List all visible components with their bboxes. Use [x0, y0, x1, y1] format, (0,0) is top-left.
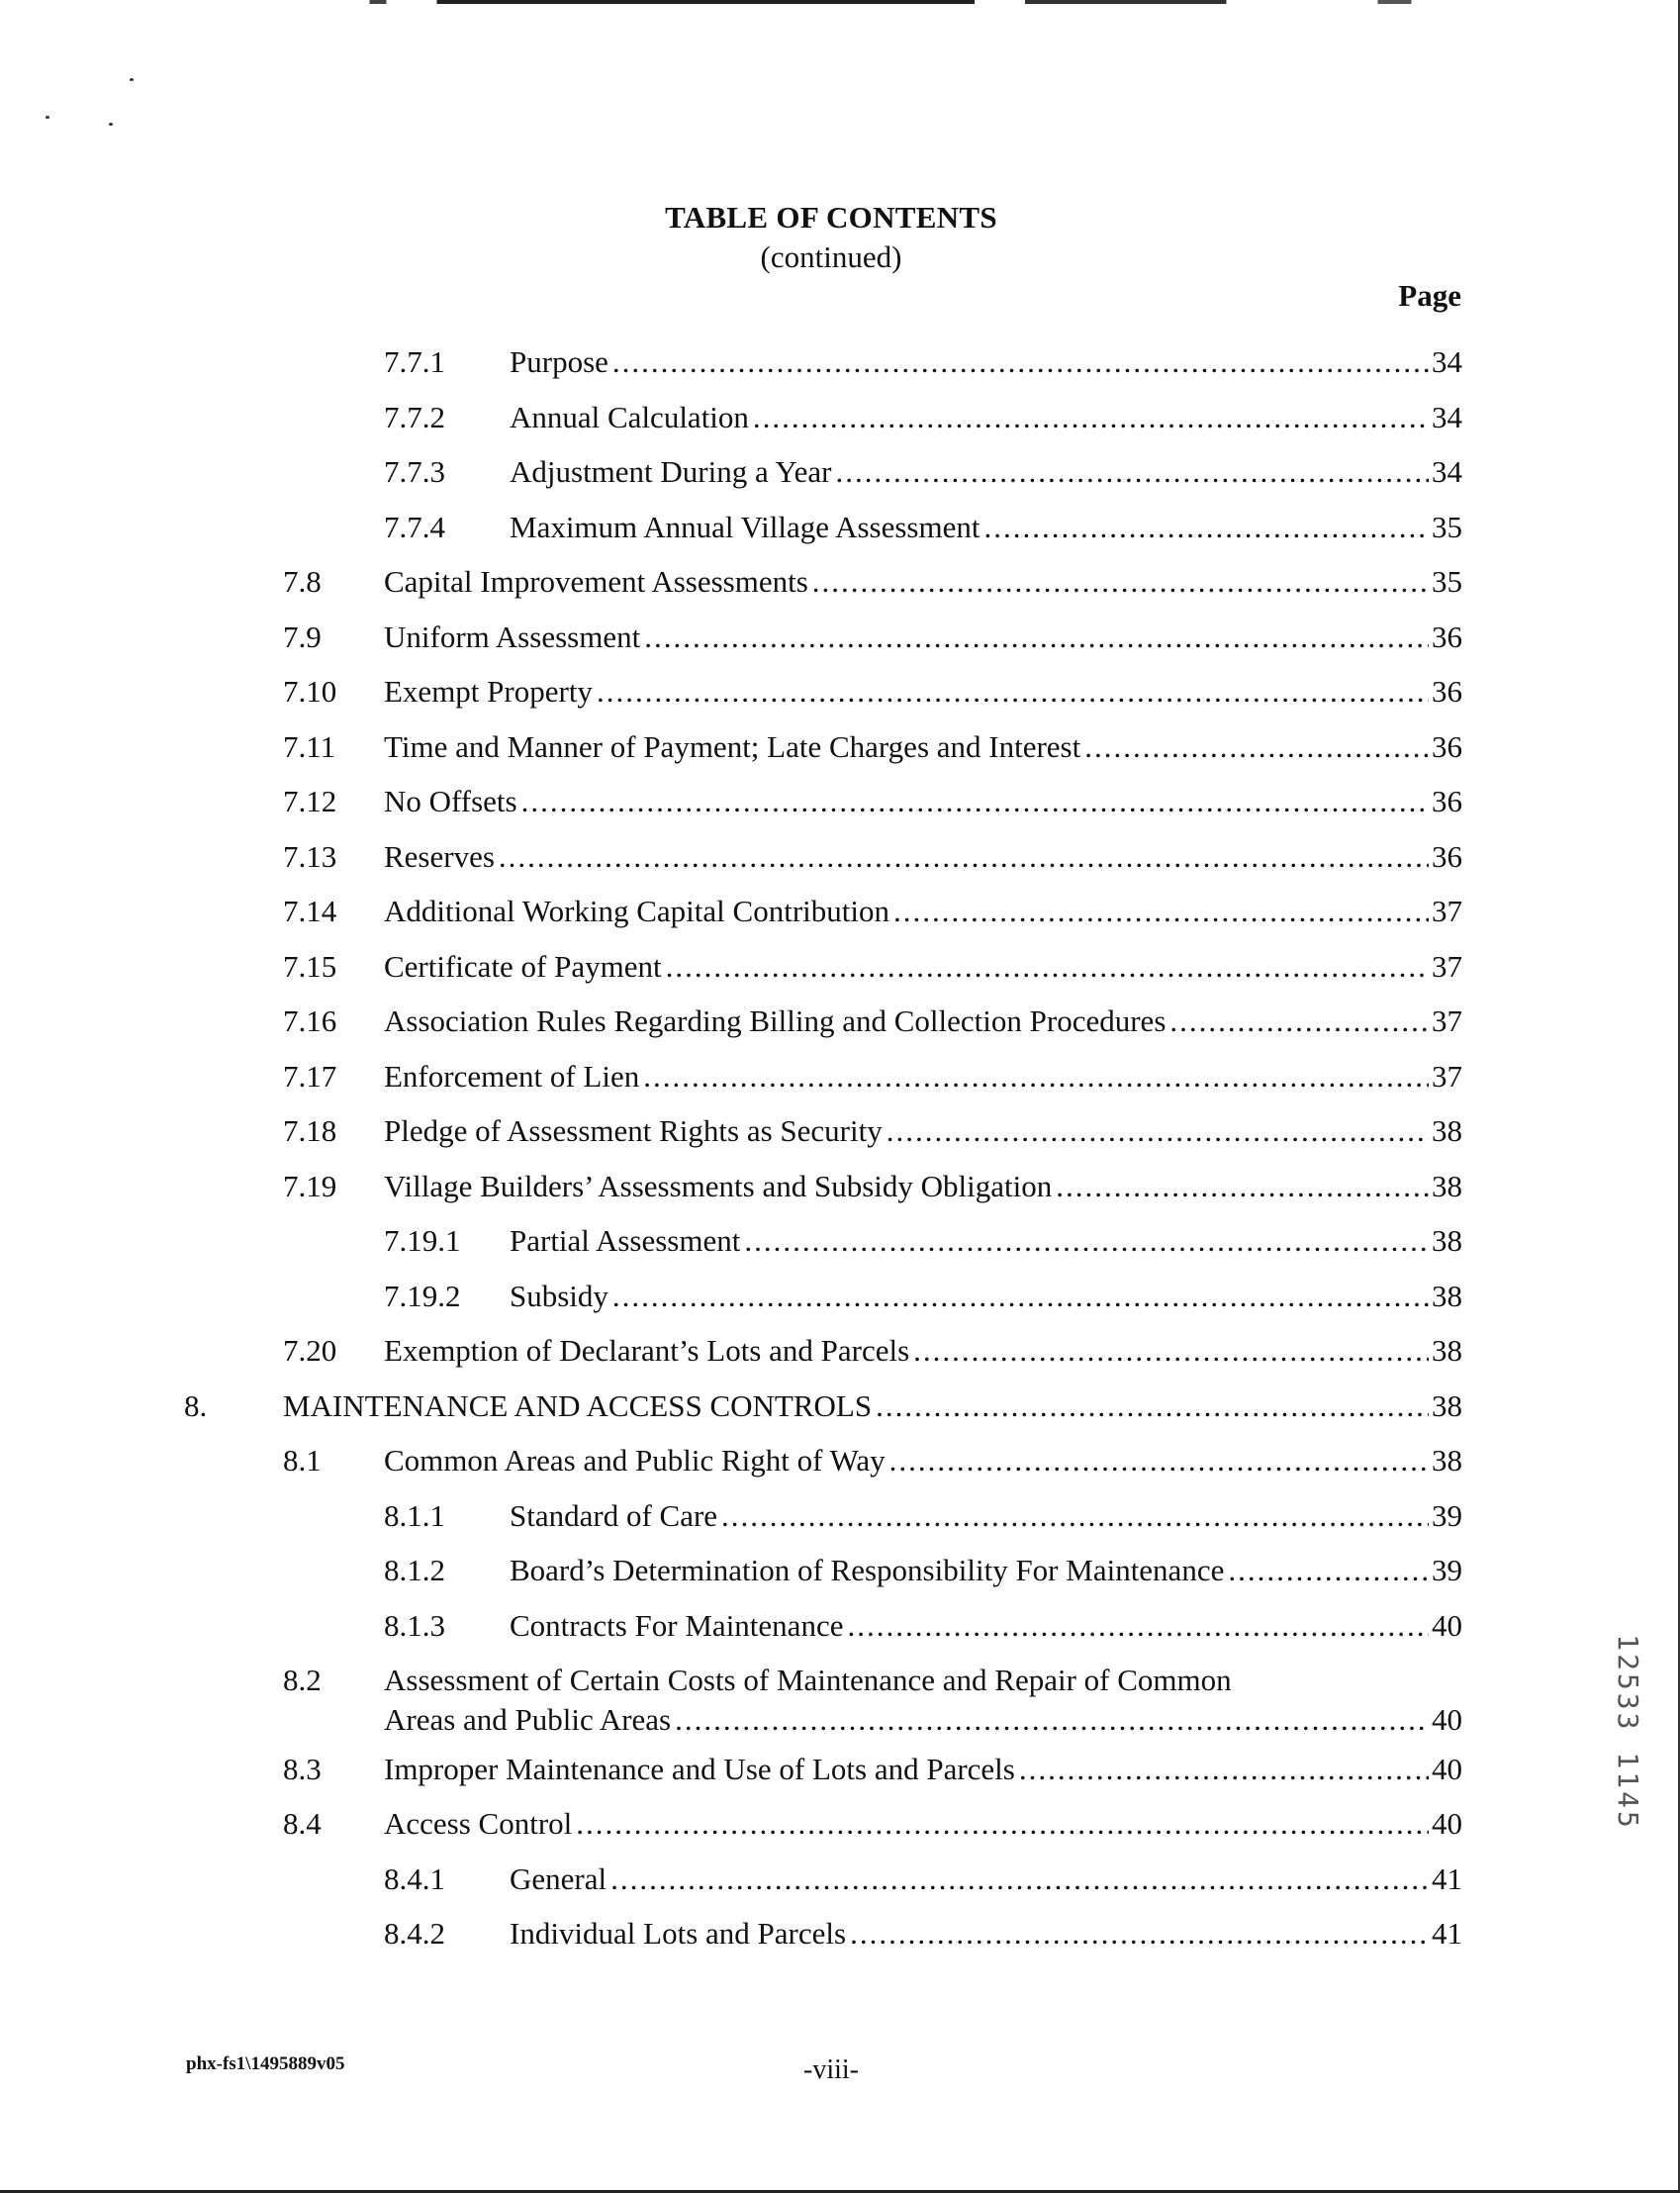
toc-entry-page: 35 [1432, 510, 1462, 544]
toc-entry-title: Standard of Care [510, 1498, 718, 1533]
toc-entry-page: 38 [1432, 1279, 1462, 1313]
toc-entry-number: 7.8 [283, 564, 322, 599]
toc-entry-7-19-1[interactable] [0, 1221, 1680, 1261]
dot-leader [597, 672, 1429, 712]
toc-entry-number: 8.1.1 [384, 1498, 445, 1533]
dot-leader [1169, 1001, 1429, 1041]
toc-entry-title: Contracts For Maintenance [510, 1608, 844, 1643]
document-id: phx-fs1\1495889v05 [186, 2053, 345, 2074]
toc-entry-number: 8.1.2 [384, 1553, 445, 1587]
toc-entry-number: 7.15 [283, 949, 337, 984]
toc-entry-title: Access Control [384, 1806, 573, 1841]
toc-entry-number: 7.7.4 [384, 510, 445, 544]
toc-entry-page: 40 [1432, 1752, 1462, 1786]
toc-entry-number: 8.2 [283, 1663, 322, 1697]
dot-leader [847, 1606, 1429, 1646]
toc-entry-page: 36 [1432, 674, 1462, 709]
toc-entry-title: Certificate of Payment [384, 949, 662, 984]
page-title: TABLE OF CONTENTS [665, 200, 997, 235]
toc-entry-page: 38 [1432, 1169, 1462, 1203]
toc-entry-8[interactable] [0, 1386, 1680, 1426]
toc-entry-page: 40 [1432, 1806, 1462, 1841]
toc-entry-page: 38 [1432, 1113, 1462, 1148]
scan-edge-top [0, 0, 1680, 4]
toc-entry-8-2[interactable] [0, 1661, 1680, 1740]
toc-entry-page: 34 [1432, 400, 1462, 434]
toc-entry-7-19[interactable] [0, 1167, 1680, 1206]
margin-stamp [1611, 1593, 1644, 1870]
scan-speck [109, 123, 113, 126]
toc-entry-title: Partial Assessment [510, 1223, 741, 1258]
dot-leader [675, 1700, 1429, 1740]
toc-entry-7-9[interactable] [0, 618, 1680, 657]
toc-entry-page: 36 [1432, 620, 1462, 654]
toc-entry-8-1-1[interactable] [0, 1496, 1680, 1536]
toc-entry-title: Common Areas and Public Right of Way [384, 1443, 886, 1478]
toc-entry-7-7-1[interactable] [0, 342, 1680, 382]
toc-entry-page: 41 [1432, 1916, 1462, 1951]
toc-entry-number: 7.19.1 [384, 1223, 461, 1258]
dot-leader [1084, 727, 1429, 767]
toc-entry-8-1-2[interactable] [0, 1551, 1680, 1590]
toc-entry-title: Subsidy [510, 1279, 608, 1313]
toc-entry-title: Association Rules Regarding Billing and Collection Procedures [384, 1003, 1167, 1038]
dot-leader [889, 1441, 1429, 1480]
dot-leader [983, 508, 1429, 547]
dot-leader [744, 1221, 1429, 1261]
toc-entry-page: 40 [1432, 1608, 1462, 1643]
dot-leader [1019, 1750, 1429, 1789]
toc-entry-number: 7.14 [283, 894, 337, 928]
page-column-heading: Page [1398, 278, 1461, 313]
toc-entry-number: 7.19 [283, 1169, 337, 1203]
toc-entry-8-4-1[interactable] [0, 1859, 1680, 1899]
toc-entry-page: 38 [1432, 1443, 1462, 1478]
toc-entry-title-line1: Assessment of Certain Costs of Maintenance and Repair of Common [384, 1663, 1232, 1697]
toc-entry-page: 37 [1432, 949, 1462, 984]
toc-entry-8-1[interactable] [0, 1441, 1680, 1480]
toc-entry-7-7-4[interactable] [0, 508, 1680, 547]
toc-entry-page: 37 [1432, 1059, 1462, 1094]
toc-entry-8-4-2[interactable] [0, 1914, 1680, 1954]
scan-speck [46, 116, 49, 119]
dot-leader [812, 562, 1429, 602]
toc-entry-page: 34 [1432, 344, 1462, 379]
toc-entry-page: 40 [1432, 1702, 1462, 1737]
toc-entry-number: 8.1.3 [384, 1608, 445, 1643]
toc-entry-title: Board’s Determination of Responsibility For Maintenance [510, 1553, 1225, 1587]
toc-entry-title: Adjustment During a Year [510, 454, 832, 489]
toc-entry-8-1-3[interactable] [0, 1606, 1680, 1646]
toc-entry-title: Time and Manner of Payment; Late Charges and Interest [384, 729, 1081, 764]
toc-entry-page: 36 [1432, 839, 1462, 874]
toc-entry-number: 8. [184, 1388, 208, 1423]
toc-entry-page: 36 [1432, 784, 1462, 818]
toc-entry-title: Uniform Assessment [384, 620, 641, 654]
dot-leader [612, 342, 1429, 382]
toc-entry-title: No Offsets [384, 784, 517, 818]
toc-entry-7-7-3[interactable] [0, 452, 1680, 492]
toc-entry-title: Capital Improvement Assessments [384, 564, 808, 599]
dot-leader [913, 1331, 1429, 1371]
margin-stamp-text: 12533 1145 [1611, 1633, 1644, 1831]
dot-leader [666, 947, 1429, 987]
toc-entry-title: Village Builders’ Assessments and Subsidy Obligation [384, 1169, 1053, 1203]
toc-entry-number: 7.7.1 [384, 344, 445, 379]
toc-entry-page: 36 [1432, 729, 1462, 764]
toc-entry-title: Areas and Public Areas [384, 1702, 672, 1737]
dot-leader [612, 1277, 1429, 1316]
toc-entry-7-8[interactable] [0, 562, 1680, 602]
toc-entry-number: 7.17 [283, 1059, 337, 1094]
toc-entry-number: 7.7.2 [384, 400, 445, 434]
toc-entry-7-10[interactable] [0, 672, 1680, 712]
toc-entry-7-15[interactable] [0, 947, 1680, 987]
toc-entry-7-17[interactable] [0, 1057, 1680, 1096]
toc-entry-page: 41 [1432, 1861, 1462, 1896]
toc-entry-number: 7.10 [283, 674, 337, 709]
toc-entry-number: 7.7.3 [384, 454, 445, 489]
toc-entry-number: 8.3 [283, 1752, 322, 1786]
dot-leader [835, 452, 1429, 492]
toc-entry-page: 38 [1432, 1223, 1462, 1258]
dot-leader [887, 1111, 1429, 1151]
scan-speck [130, 78, 134, 81]
dot-leader [721, 1496, 1429, 1536]
toc-entry-title: Additional Working Capital Contribution [384, 894, 889, 928]
toc-entry-7-13[interactable] [0, 837, 1680, 877]
dot-leader [610, 1859, 1429, 1899]
toc-entry-8-3[interactable] [0, 1750, 1680, 1789]
toc-entry-7-19-2[interactable] [0, 1277, 1680, 1316]
toc-entry-number: 7.13 [283, 839, 337, 874]
toc-entry-title: Purpose [510, 344, 608, 379]
toc-entry-title: Annual Calculation [510, 400, 749, 434]
toc-entry-title: Enforcement of Lien [384, 1059, 640, 1094]
dot-leader [876, 1386, 1429, 1426]
toc-entry-page: 38 [1432, 1388, 1462, 1423]
toc-entry-7-16[interactable] [0, 1001, 1680, 1041]
dot-leader [1228, 1551, 1429, 1590]
toc-entry-number: 7.19.2 [384, 1279, 461, 1313]
toc-entry-number: 8.4.1 [384, 1861, 445, 1896]
toc-entry-page: 37 [1432, 894, 1462, 928]
toc-entry-number: 7.11 [283, 729, 336, 764]
dot-leader [576, 1804, 1429, 1844]
page-number: -viii- [803, 2054, 859, 2085]
toc-entry-page: 39 [1432, 1553, 1462, 1587]
dot-leader [643, 1057, 1429, 1096]
dot-leader [644, 618, 1429, 657]
dot-leader [521, 782, 1429, 821]
dot-leader [1056, 1167, 1429, 1206]
toc-entry-page: 38 [1432, 1333, 1462, 1368]
toc-entry-7-11[interactable] [0, 727, 1680, 767]
toc-entry-number: 7.18 [283, 1113, 337, 1148]
toc-entry-number: 7.16 [283, 1003, 337, 1038]
toc-entry-7-18[interactable] [0, 1111, 1680, 1151]
dot-leader [850, 1914, 1429, 1954]
toc-entry-number: 7.12 [283, 784, 337, 818]
toc-entry-title: Improper Maintenance and Use of Lots and Parcels [384, 1752, 1015, 1786]
toc-entry-title: Pledge of Assessment Rights as Security [384, 1113, 883, 1148]
toc-entry-title: Individual Lots and Parcels [510, 1916, 847, 1951]
toc-entry-7-14[interactable] [0, 892, 1680, 931]
toc-entry-page: 35 [1432, 564, 1462, 599]
toc-entry-7-7-2[interactable] [0, 398, 1680, 437]
toc-entry-number: 7.20 [283, 1333, 337, 1368]
toc-entry-7-20[interactable] [0, 1331, 1680, 1371]
toc-entry-title: Exempt Property [384, 674, 593, 709]
toc-entry-title: MAINTENANCE AND ACCESS CONTROLS [283, 1388, 873, 1423]
toc-entry-number: 8.4.2 [384, 1916, 445, 1951]
toc-entry-title: General [510, 1861, 607, 1896]
toc-entry-number: 7.9 [283, 620, 322, 654]
toc-entry-number: 8.1 [283, 1443, 322, 1478]
toc-entry-7-12[interactable] [0, 782, 1680, 821]
toc-entry-page: 39 [1432, 1498, 1462, 1533]
toc-entry-number: 8.4 [283, 1806, 322, 1841]
toc-entry-title: Maximum Annual Village Assessment [510, 510, 980, 544]
toc-entry-title: Exemption of Declarant’s Lots and Parcels [384, 1333, 910, 1368]
page-subtitle: (continued) [760, 239, 902, 274]
toc-entry-title: Reserves [384, 839, 495, 874]
dot-leader [753, 398, 1429, 437]
toc-entry-page: 37 [1432, 1003, 1462, 1038]
dot-leader [893, 892, 1429, 931]
toc-entry-page: 34 [1432, 454, 1462, 489]
toc-entry-8-4[interactable] [0, 1804, 1680, 1844]
dot-leader [499, 837, 1429, 877]
